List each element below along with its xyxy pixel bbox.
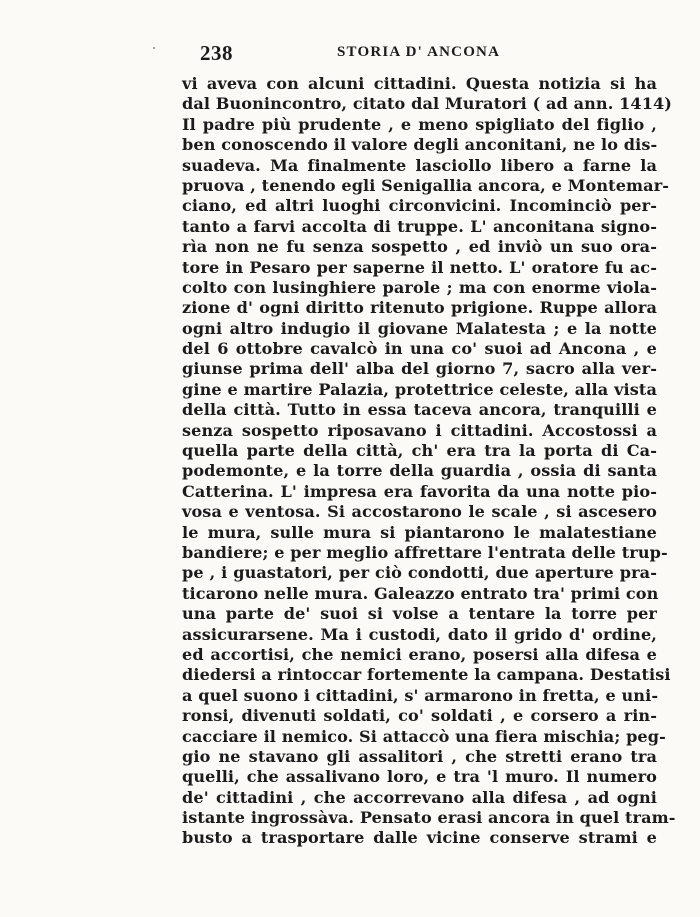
text-line: vi aveva con alcuni cittadini. Questa notizia si ha (182, 74, 657, 93)
text-line: ben conoscendo il valore degli anconitani, ne lo dis- (182, 135, 658, 155)
body-text (182, 74, 676, 849)
text-line: de' cittadini , che accorrevano alla difesa , ad ogni (182, 787, 657, 807)
text-line: busto a trasportare dalle vicine conserve strami e (182, 828, 657, 848)
text-line: ciano, ed altri luoghi circonvicini. Incominciò per- (182, 196, 657, 216)
page-number: 238 (200, 41, 233, 65)
running-title: STORIA D' ANCONA (337, 44, 501, 60)
text-line: Il padre più prudente , e meno spigliato del figlio , (182, 114, 657, 134)
text-line: ed accortisi, che nemici erano, posersi alla difesa e (182, 644, 657, 664)
text-line: pe , i guastatori, per ciò condotti, due aperture pra- (182, 563, 657, 583)
text-line: zione d' ogni diritto ritenuto prigione. Ruppe allora (182, 298, 657, 318)
text-line: giunse prima dell' alba del giorno 7, sacro alla ver- (182, 359, 657, 379)
text-line: tore in Pesaro per saperne il netto. L' oratore fu ac- (182, 257, 657, 277)
text-line: quelli, che assalivano loro, e tra 'l muro. Il numero (182, 767, 657, 787)
text-line: una parte de' suoi si volse a tentare la torre per (182, 604, 657, 624)
text-line: del 6 ottobre cavalcò in una co' suoi ad Ancona , e (182, 339, 657, 359)
text-line: le mura, sulle mura si piantarono le malatestiane (182, 522, 657, 542)
text-line: gio ne stavano gli assalitori , che stretti erano tra (182, 746, 657, 766)
text-line: colto con lusinghiere parole ; ma con enorme viola- (182, 277, 657, 297)
text-line: quella parte della città, ch' era tra la porta di Ca- (182, 441, 657, 461)
text-line: rìa non ne fu senza sospetto , ed inviò un suo ora- (182, 237, 657, 257)
text-line: tanto a farvi accolta di truppe. L' anconitana signo- (182, 216, 657, 236)
print-speck (153, 47, 155, 49)
text-line: bandiere; e per meglio affrettare l'entrata delle trup- (182, 542, 668, 562)
text-line: podemonte, e la torre della guardia , ossia di santa (182, 461, 657, 481)
text-line: diedersi a rintoccar fortemente la campana. Destatisi (182, 665, 671, 685)
text-line: ronsi, divenuti soldati, co' soldati , e corsero a rin- (182, 706, 657, 726)
text-line: ogni altro indugio il giovane Malatesta ; e la notte (182, 318, 657, 338)
text-line: dal Buonincontro, citato dal Muratori ( ad ann. 1414) (182, 94, 673, 114)
text-line: cacciare il nemico. Si attaccò una fiera mischia; peg- (182, 726, 666, 746)
text-line: senza sospetto riposavano i cittadini. Accostossi a (182, 420, 657, 440)
text-line: della città. Tutto in essa taceva ancora, tranquilli e (182, 400, 657, 420)
text-line: assicurarsene. Ma i custodi, dato il grido d' ordine, (182, 624, 657, 644)
text-line: istante ingrossàva. Pensato erasi ancora in quel tram- (182, 808, 676, 828)
page-header (182, 41, 657, 67)
text-line: suadeva. Ma finalmente lasciollo libero a farne la (182, 155, 657, 175)
text-line: a quel suono i cittadini, s' armarono in fretta, e uni- (182, 685, 659, 705)
text-line: ticarono nelle mura. Galeazzo entrato tra' primi con (182, 583, 659, 603)
text-line: Catterina. L' impresa era favorita da una notte pio- (182, 481, 657, 501)
text-line: vosa e ventosa. Si accostarono le scale , si ascesero (182, 502, 657, 522)
text-line: gine e martire Palazia, protettrice celeste, alla vista (182, 379, 657, 399)
text-line: pruova , tenendo egli Senigallia ancora, e Montemar- (182, 175, 670, 195)
